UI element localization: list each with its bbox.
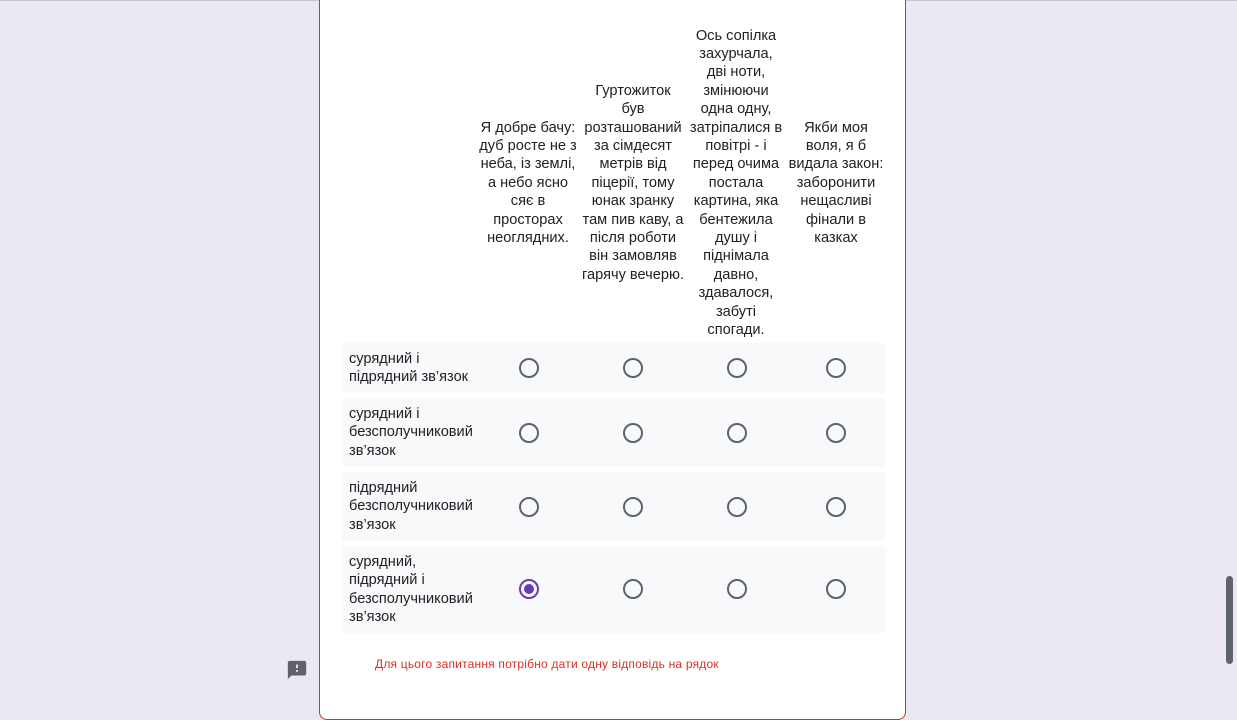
- radio-row2-col2[interactable]: [623, 423, 643, 443]
- grid-row: [342, 546, 885, 633]
- radio-row3-col4[interactable]: [826, 497, 846, 517]
- radio-row3-col1[interactable]: [519, 497, 539, 517]
- radio-row2-col1[interactable]: [519, 423, 539, 443]
- row-label: підрядний безсполучниковий зв’язок: [349, 480, 473, 533]
- radio-row2-col4[interactable]: [826, 423, 846, 443]
- column-header-4: Якби моя воля, я б видала закон: заборонити нещасливі фінали в казках: [788, 119, 884, 247]
- row-label: сурядний, підрядний і безсполучниковий зв’язок: [349, 554, 473, 626]
- radio-row4-col1[interactable]: [519, 579, 539, 599]
- grid-header: [342, 25, 885, 341]
- column-header-2: Гуртожиток був розташований за сімдесят метрів від піцерії, тому юнак зранку там пив каву, а після роботи він замовляв гарячу вечерю.: [582, 82, 684, 283]
- grid-row: [342, 343, 885, 393]
- radio-row3-col3[interactable]: [727, 497, 747, 517]
- grid-row: [342, 472, 885, 541]
- scrollbar-thumb[interactable]: [1226, 576, 1233, 664]
- report-feedback-icon[interactable]: [286, 659, 308, 681]
- radio-row1-col2[interactable]: [623, 358, 643, 378]
- radio-row4-col2[interactable]: [623, 579, 643, 599]
- column-header-1: Я добре бачу: дуб росте не з неба, із землі, а небо ясно сяє в просторах неоглядних.: [479, 119, 577, 247]
- radio-row1-col3[interactable]: [727, 358, 747, 378]
- grid-row: [342, 398, 885, 467]
- row-label: сурядний і безсполучниковий зв’язок: [349, 406, 473, 459]
- column-header-3: Ось сопілка захурчала, дві ноти, змінюючи одна одну, затріпалися в повітрі - і перед очима постала картина, яка бентежила душу і піднімала давно, здавалося, забуті спогади.: [689, 27, 783, 339]
- radio-row3-col2[interactable]: [623, 497, 643, 517]
- radio-row4-col4[interactable]: [826, 579, 846, 599]
- radio-row2-col3[interactable]: [727, 423, 747, 443]
- radio-row4-col3[interactable]: [727, 579, 747, 599]
- radio-row1-col1[interactable]: [519, 358, 539, 378]
- radio-row1-col4[interactable]: [826, 358, 846, 378]
- required-error-message: Для цього запитання потрібно дати одну відповідь на рядок: [375, 657, 719, 671]
- row-label: сурядний і підрядний зв’язок: [349, 351, 469, 386]
